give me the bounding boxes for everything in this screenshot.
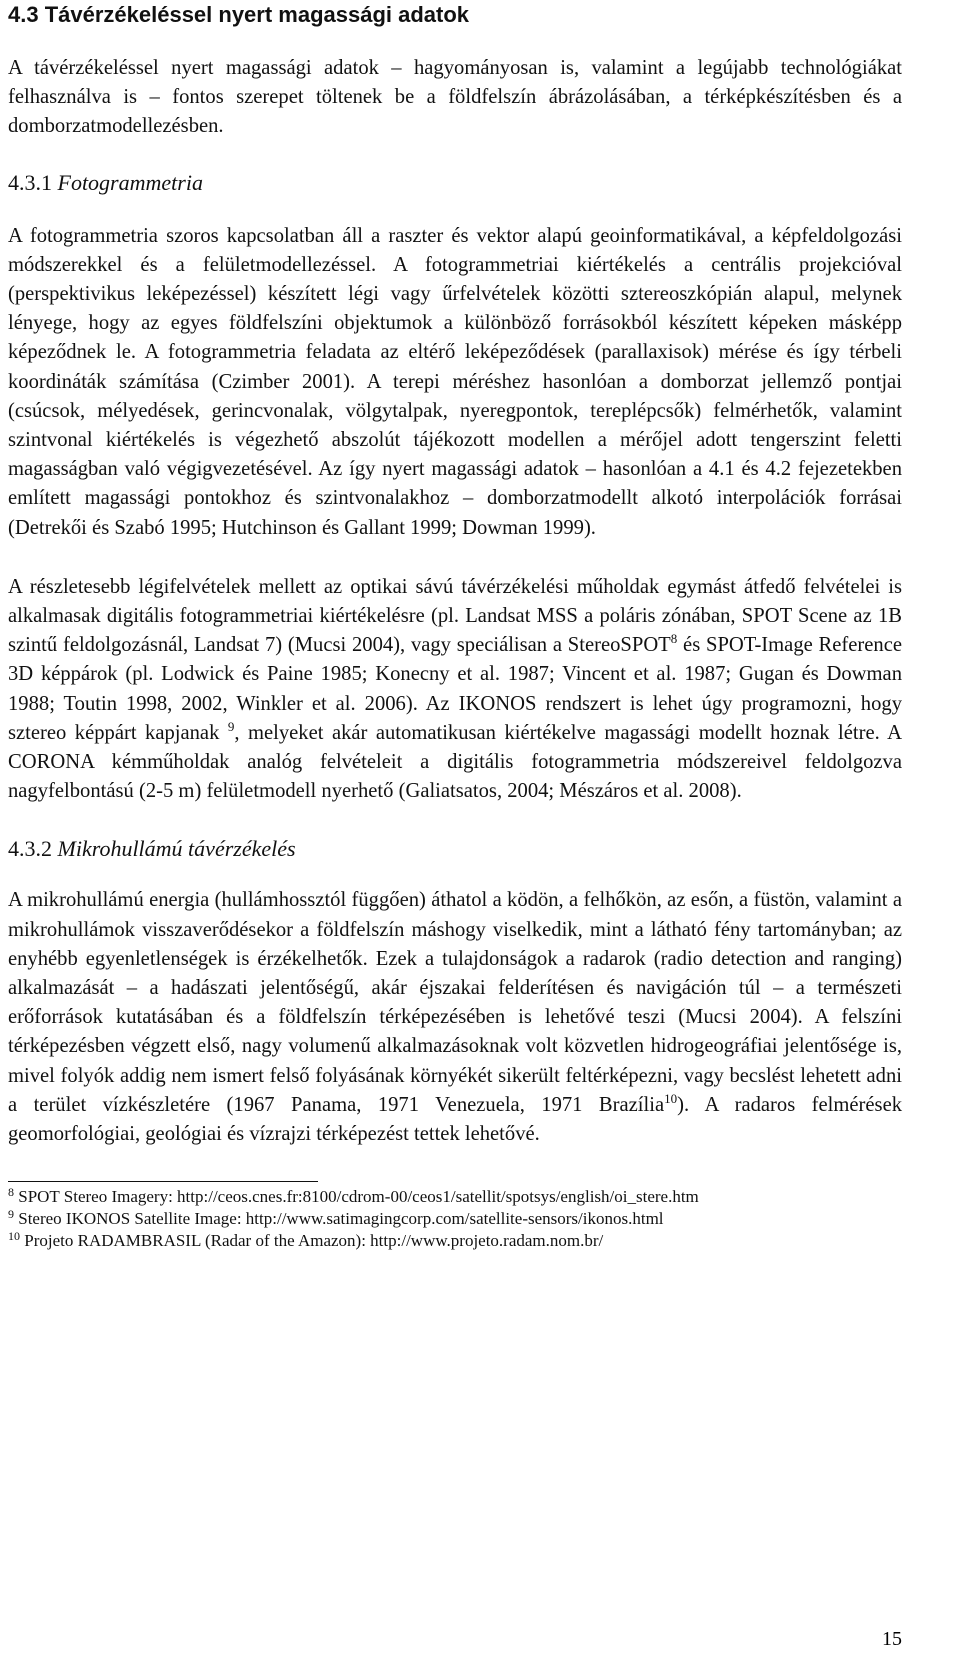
fotogrammetria-paragraph-2 — [8, 573, 902, 807]
section-heading: 4.3 Távérzékeléssel nyert magassági adatok — [8, 2, 470, 27]
footnote-ref-9: 9 — [227, 718, 235, 734]
mikrohullamu-paragraph — [8, 886, 902, 1149]
footnote-text: SPOT Stereo Imagery: http://ceos.cnes.fr:8100/cdrom-00/ceos1/satellit/spotsys/english/oi_stere.htm — [14, 1187, 699, 1207]
footnote-8 — [8, 1186, 902, 1208]
fotogrammetria-paragraph-1: A fotogrammetria szoros kapcsolatban áll a raszter és vektor alapú geoinformatikával, a képfeldolgozási módszerekkel és a felületmodellezéssel. A fotogrammetriai kiértékelés a centrális projekcióval (perspektivikus leképezéssel) készített légi vagy űrfelvételek közötti sztereoszkópián alapul, melynek lényege, hogy az egyes földfelszíni objektumok a különböző forrásokból készített képeken másképp képeződnek le. A fotogrammetria feladata az eltérő leképeződések (parallaxisok) mérése és így térbeli koordináták számítása (Czimber 2001). A terepi méréshez hasonlóan a domborzat jellemző pontjai (csúcsok, mélyedések, gerincvonalak, völgytalpak, nyeregpontok, tereplépcsők) felmérhetők, valamint szintvonal kiértékelés is végezhető abszolút tájékozott modellen a mérőjel adott tengerszint feletti magasságban való végigvezetésével. Az így nyert magassági adatok – hasonlóan a 4.1 és 4.2 fejezetekben említett magassági pontokhoz és szintvonalakhoz – domborzatmodellt alkotó interpolációk forrásai (Detrekői és Szabó 1995; Hutchinson és Gallant 1999; Dowman 1999). — [8, 224, 902, 539]
footnote-number: 10 — [8, 1229, 20, 1244]
footnote-10 — [8, 1230, 902, 1252]
footnote-divider — [8, 1181, 318, 1182]
subsection-heading-fotogrammetria — [8, 168, 902, 198]
subsection-number: 4.3.1 — [8, 169, 52, 195]
intro-paragraph: A távérzékeléssel nyert magassági adatok – hagyományosan is, valamint a legújabb technológiákat felhasználva is – fontos szerepet töltenek be a földfelszín ábrázolásában, a térképkészítésben és a domborzatmodellezésben. — [8, 57, 902, 138]
footnote-9 — [8, 1208, 902, 1230]
text-run: A mikrohullámú energia (hullámhossztól függően) áthatol a ködön, a felhőkön, az esőn, a füstön, valamint a mikrohullámok visszaverődésekor a földfelszín máshogy viselkedik, mint a látható fény tartományban; az enyhébb egyenletlenségek is érzékelhetők. Ezek a tulajdonságok a radarok (radio detection and ranging) alkalmazását – a hadászati jelentőségű, akár éjszakai felderítésen és navigáción túl – a természeti erőforrások kutatásában és a földfelszín térképezésében is lehetővé teszi (Mucsi 2004). A felszíni térképezésben végzett első, nagy volumenű alkalmazásoknak volt közvetlen hidrogeográfiai jelentősége is, mivel folyók addig nem ismert felső folyásának környékét sikerült feltérképezni, vagy becslést lehetett adni a terület vízkészletére (1967 Panama, 1971 Venezuela, 1971 Brazília — [8, 889, 902, 1116]
footnote-ref-10: 10 — [664, 1090, 678, 1106]
footnote-text: Projeto RADAMBRASIL (Radar of the Amazon): http://www.projeto.radam.nom.br/ — [20, 1231, 604, 1251]
page-number: 15 — [882, 1628, 902, 1650]
footnote-number: 9 — [8, 1207, 14, 1222]
footnote-ref-8: 8 — [670, 631, 678, 647]
text-run: és SPOT-Image Reference 3D képpárok (pl. Lodwick és Paine 1985; Konecny et al. 1987; Vincent et al. 1987; Gugan és Dowman 1988; Toutin 1998, 2002, Winkler et al. 2006). Az IKONOS rendszert is lehet úgy programozni, hogy sztereo képpárt kapjanak — [8, 634, 902, 744]
footnote-text: Stereo IKONOS Satellite Image: http://www.satimagingcorp.com/satellite-sensors/ikonos.html — [14, 1209, 664, 1229]
subsection-number: 4.3.2 — [8, 836, 52, 862]
subsection-title: Mikrohullámú távérzékelés — [57, 836, 296, 862]
text-run: , melyeket akár automatikusan kiértékelve magassági modellt hoznak létre. A CORONA kémműholdak analóg felvételeit a digitális fotogrammetria módszereivel feldolgozva nagyfelbontású (2-5 m) felületmodell nyerhető (Galiatsatos, 2004; Mészáros et al. 2008). — [8, 721, 902, 803]
text-run: A részletesebb légifelvételek mellett az optikai sávú távérzékelési műholdak egymást átfedő felvételei is alkalmasak digitális fotogrammetriai kiértékelésre (pl. Landsat MSS a poláris zónában, SPOT Scene az 1B szintű feldolgozásnál, Landsat 7) (Mucsi 2004), vagy speciálisan a StereoSPOT — [8, 575, 902, 657]
subsection-heading-mikrohullamu — [8, 834, 902, 864]
footnote-number: 8 — [8, 1185, 14, 1200]
text-run: ). A radaros felmérések geomorfológiai, geológiai és vízrajzi térképezést tettek lehetővé. — [8, 1093, 903, 1146]
subsection-title: Fotogrammetria — [57, 169, 203, 195]
